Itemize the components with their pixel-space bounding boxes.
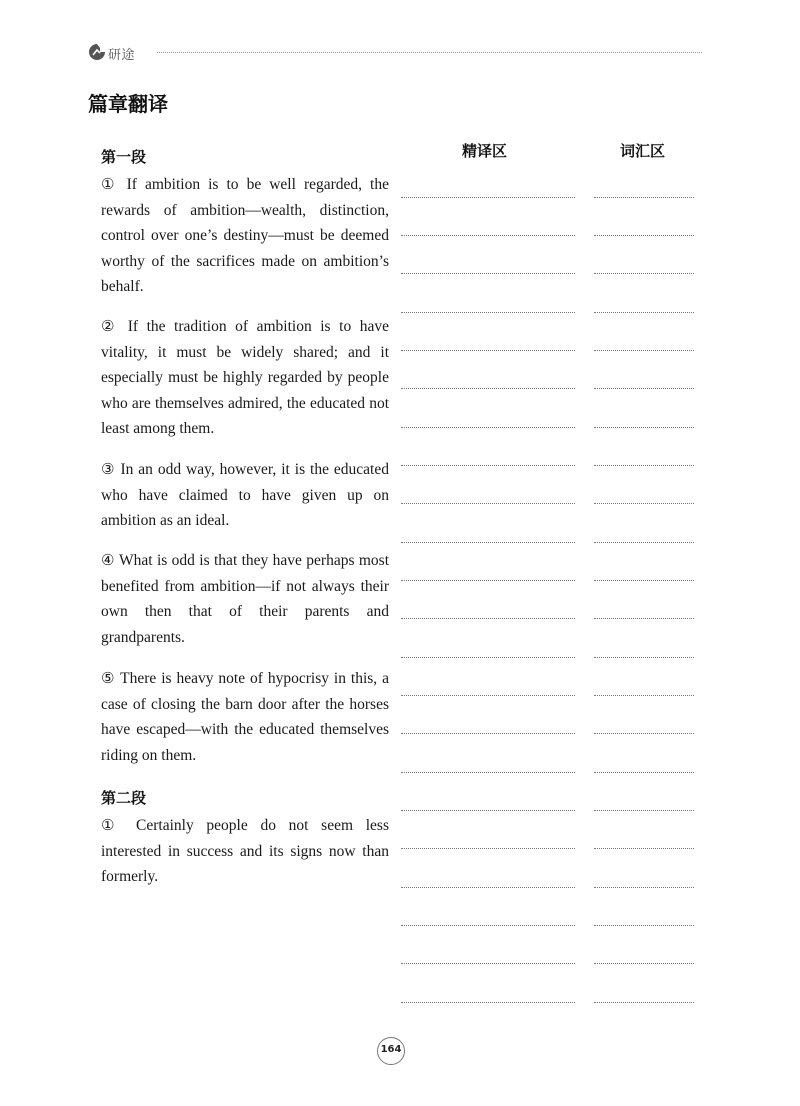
writing-line[interactable] bbox=[594, 772, 694, 773]
writing-line[interactable] bbox=[594, 427, 694, 428]
section-heading: 第二段 bbox=[101, 789, 147, 807]
writing-line[interactable] bbox=[401, 657, 575, 658]
writing-line[interactable] bbox=[594, 810, 694, 811]
sentence-text: If ambition is to be well regarded, the rewards of ambition—wealth, distinction, control over one’s destiny—must be deemed worthy of the sacrifices made on ambition’s behalf. bbox=[101, 176, 389, 296]
paragraph-sentence bbox=[101, 548, 389, 650]
writing-line[interactable] bbox=[401, 312, 575, 313]
fine-translation-heading: 精译区 bbox=[462, 142, 508, 160]
sentence-number: ⑤ bbox=[101, 669, 116, 687]
header-divider bbox=[157, 52, 702, 53]
brand-name: 研途 bbox=[108, 48, 136, 63]
sentence-text: Certainly people do not seem less interested in success and its signs now than formerly. bbox=[101, 817, 389, 886]
writing-line[interactable] bbox=[594, 733, 694, 734]
page-number-text: 164 bbox=[380, 1044, 402, 1055]
writing-line[interactable] bbox=[401, 273, 575, 274]
writing-line[interactable] bbox=[401, 963, 575, 964]
writing-line[interactable] bbox=[401, 465, 575, 466]
logo-icon bbox=[87, 42, 107, 62]
page-title: 篇章翻译 bbox=[88, 92, 168, 116]
paragraph-sentence bbox=[101, 314, 389, 442]
writing-line[interactable] bbox=[594, 503, 694, 504]
sentence-text: If the tradition of ambition is to have vitality, it must be widely shared; and it especially must be highly regarded by people who are themselves admired, the educated not least among them. bbox=[101, 318, 389, 438]
writing-line[interactable] bbox=[401, 197, 575, 198]
writing-line[interactable] bbox=[401, 810, 575, 811]
paragraph-sentence bbox=[101, 813, 389, 890]
sentence-number: ② bbox=[101, 317, 120, 335]
sentence-text: There is heavy note of hypocrisy in this, a case of closing the barn door after the horses have escaped—with the educated themselves riding on them. bbox=[101, 670, 389, 764]
writing-line[interactable] bbox=[594, 197, 694, 198]
sentence-number: ③ bbox=[101, 460, 116, 478]
writing-line[interactable] bbox=[594, 235, 694, 236]
sentence-number: ① bbox=[101, 175, 119, 193]
writing-line[interactable] bbox=[401, 925, 575, 926]
writing-line[interactable] bbox=[594, 273, 694, 274]
writing-line[interactable] bbox=[401, 733, 575, 734]
writing-line[interactable] bbox=[594, 657, 694, 658]
writing-line[interactable] bbox=[401, 388, 575, 389]
writing-line[interactable] bbox=[594, 580, 694, 581]
sentence-text: What is odd is that they have perhaps most benefited from ambition—if not always their own then that of their parents and grandparents. bbox=[101, 552, 389, 646]
writing-line[interactable] bbox=[401, 695, 575, 696]
brand-logo bbox=[87, 42, 147, 62]
section-heading: 第一段 bbox=[101, 148, 147, 166]
writing-line[interactable] bbox=[401, 580, 575, 581]
writing-line[interactable] bbox=[401, 503, 575, 504]
writing-line[interactable] bbox=[594, 542, 694, 543]
writing-line[interactable] bbox=[401, 350, 575, 351]
writing-line[interactable] bbox=[594, 350, 694, 351]
writing-line[interactable] bbox=[401, 848, 575, 849]
sentence-number: ① bbox=[101, 816, 124, 834]
page-number bbox=[377, 1037, 405, 1065]
writing-line[interactable] bbox=[401, 542, 575, 543]
writing-line[interactable] bbox=[594, 925, 694, 926]
sentence-number: ④ bbox=[101, 551, 115, 569]
paragraph-sentence bbox=[101, 457, 389, 534]
paragraph-sentence bbox=[101, 666, 389, 768]
writing-line[interactable] bbox=[401, 618, 575, 619]
writing-line[interactable] bbox=[594, 312, 694, 313]
writing-line[interactable] bbox=[401, 772, 575, 773]
writing-line[interactable] bbox=[594, 618, 694, 619]
writing-line[interactable] bbox=[594, 963, 694, 964]
writing-line[interactable] bbox=[594, 465, 694, 466]
paragraph-sentence bbox=[101, 172, 389, 300]
writing-line[interactable] bbox=[401, 887, 575, 888]
page-header bbox=[87, 40, 702, 64]
writing-line[interactable] bbox=[401, 1002, 575, 1003]
writing-line[interactable] bbox=[594, 388, 694, 389]
writing-line[interactable] bbox=[594, 887, 694, 888]
writing-line[interactable] bbox=[401, 427, 575, 428]
writing-line[interactable] bbox=[594, 1002, 694, 1003]
vocabulary-heading: 词汇区 bbox=[620, 142, 666, 160]
writing-line[interactable] bbox=[401, 235, 575, 236]
writing-line[interactable] bbox=[594, 695, 694, 696]
writing-line[interactable] bbox=[594, 848, 694, 849]
sentence-text: In an odd way, however, it is the educated who have claimed to have given up on ambition as an ideal. bbox=[101, 461, 389, 530]
